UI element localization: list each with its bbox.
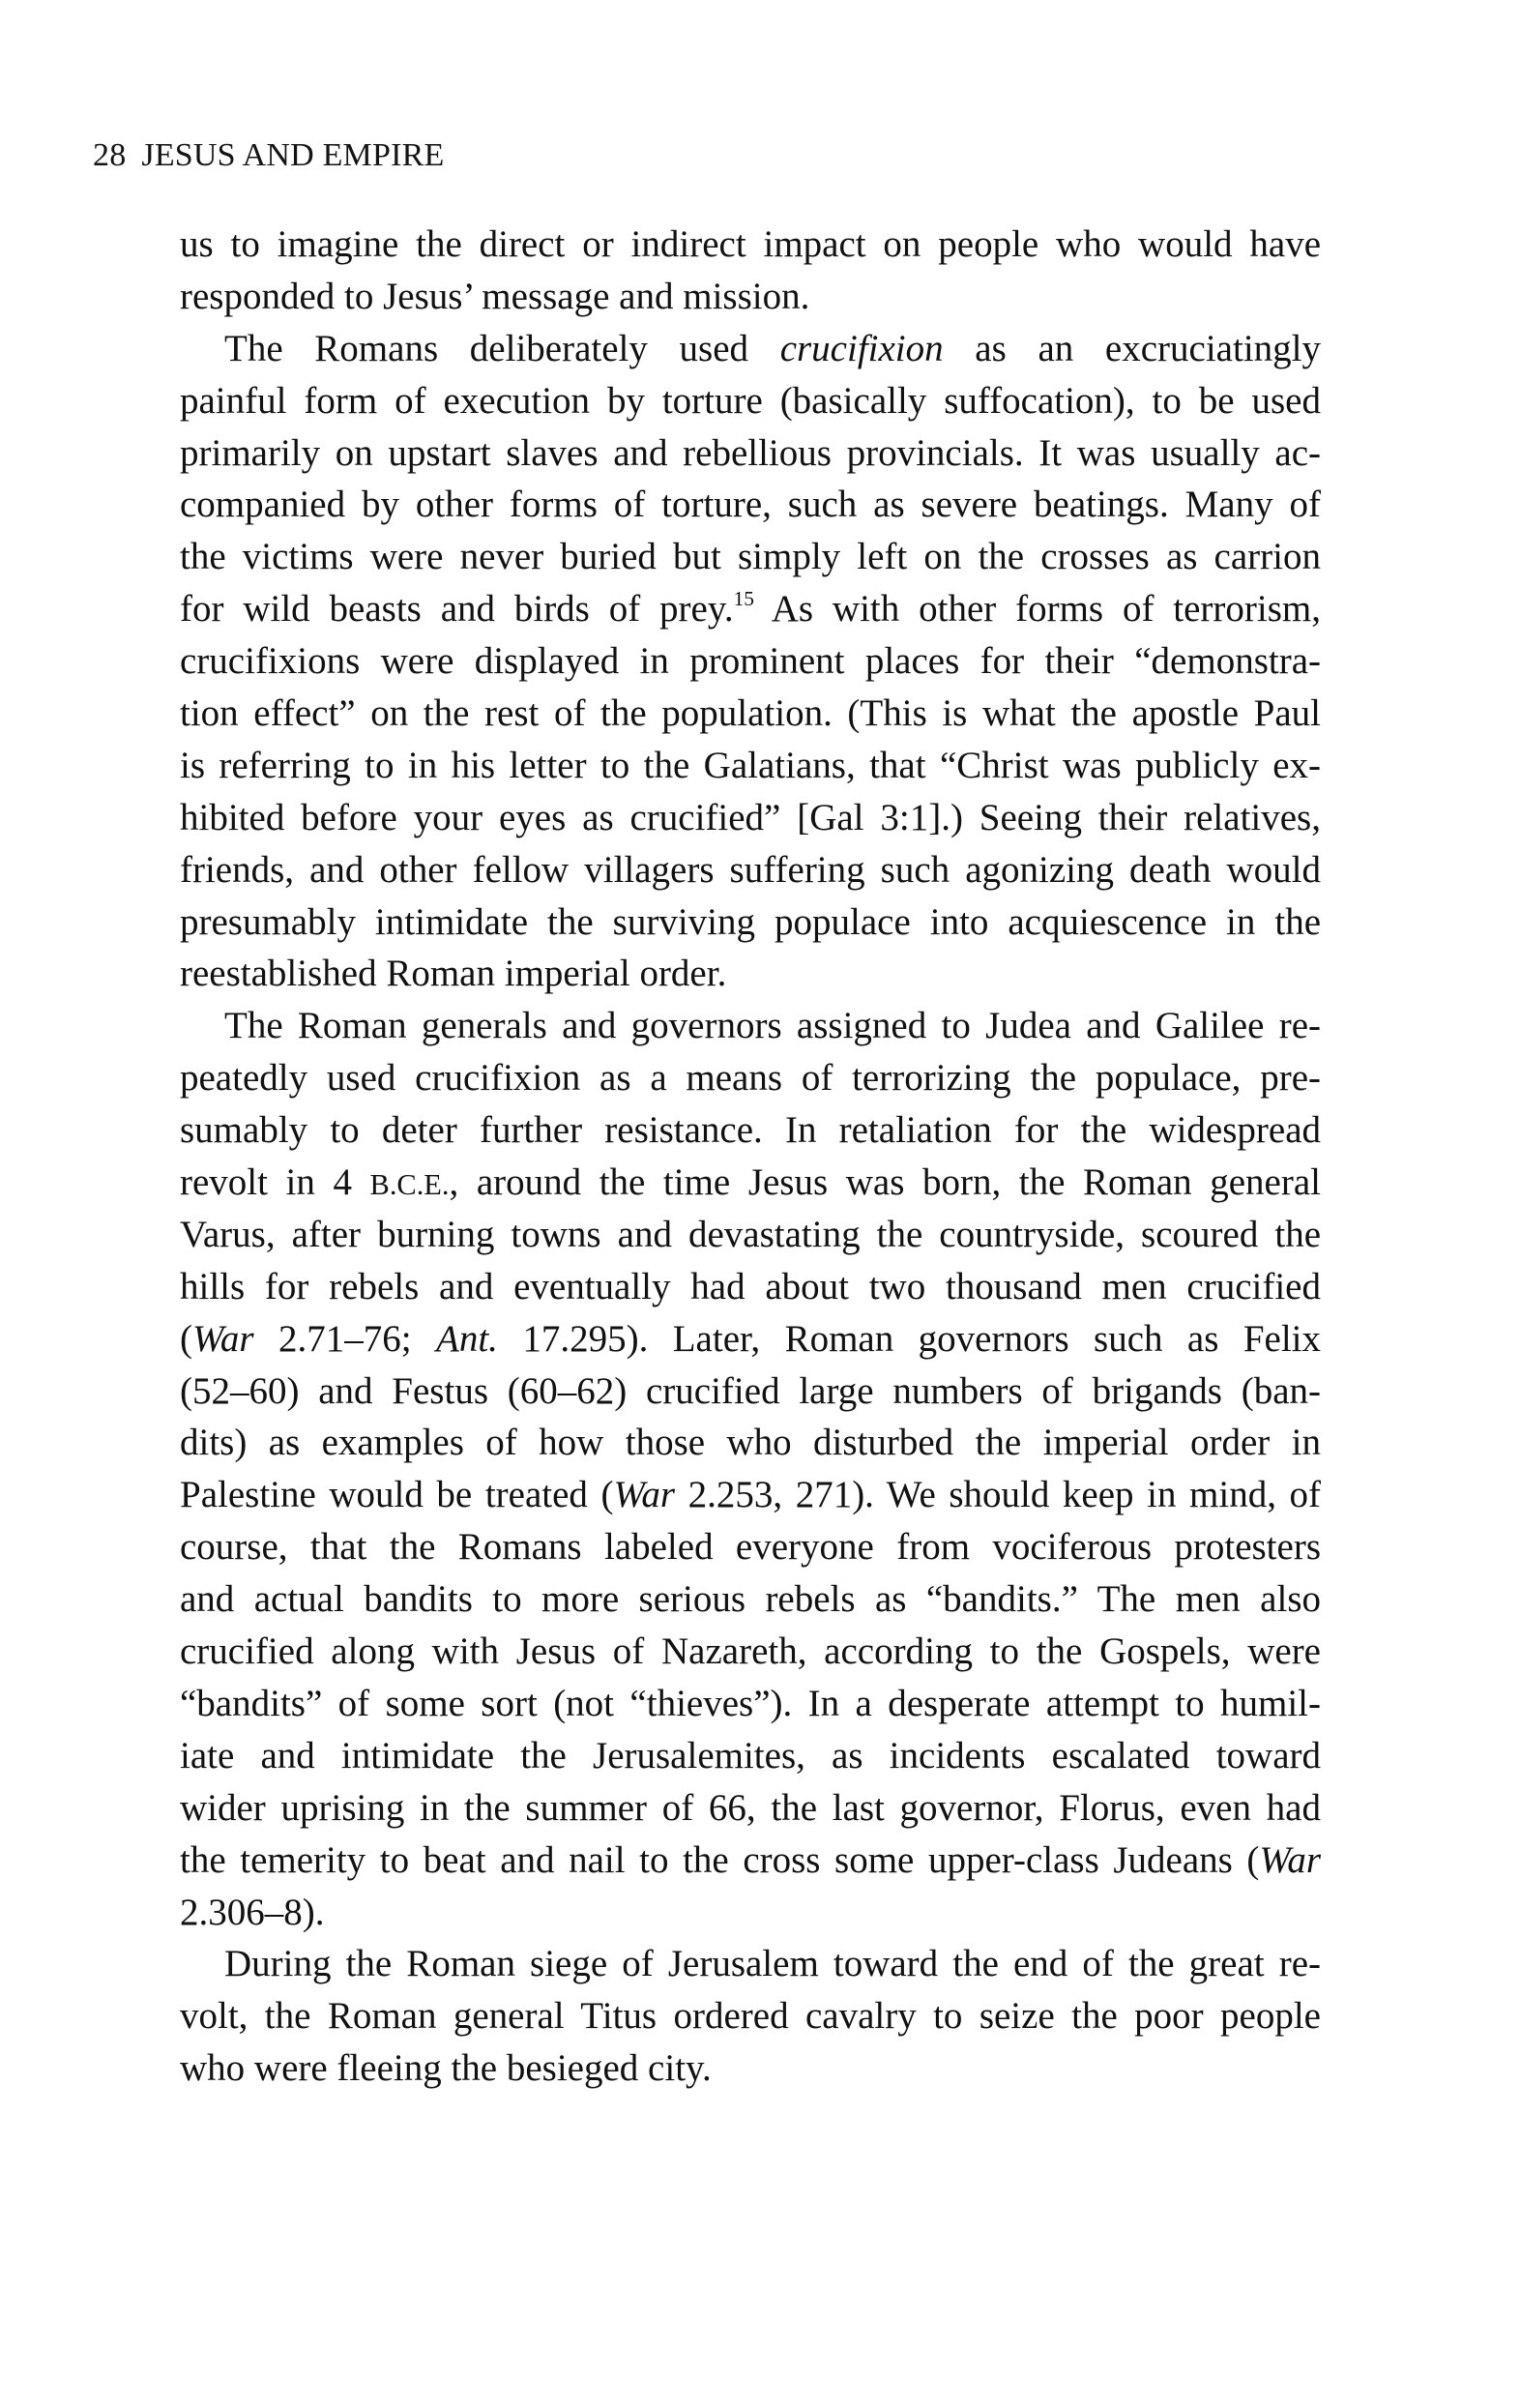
text-line: wider uprising in the summer of 66, the last governor, Florus, even had: [180, 1786, 1321, 1829]
paragraph: [180, 219, 1321, 323]
body-text: [180, 219, 1321, 2095]
text-line: presumably intimidate the surviving populace into acquiescence in the: [180, 900, 1321, 943]
text-line: is referring to in his letter to the Galatians, that “Christ was publicly ex-: [180, 744, 1321, 786]
text-line: crucified along with Jesus of Nazareth, according to the Gospels, were: [180, 1630, 1321, 1673]
running-title: JESUS AND EMPIRE: [141, 137, 445, 173]
text-line: iate and intimidate the Jerusalemites, as incidents escalated toward: [180, 1734, 1321, 1777]
text-line: tion effect” on the rest of the population. (This is what the apostle Paul: [180, 692, 1321, 735]
paragraph: [180, 1938, 1321, 2095]
text-line: 2.306–8).: [180, 1891, 325, 1933]
paragraph: [180, 1000, 1321, 1938]
text-line: friends, and other fellow villagers suffering such agonizing death would: [180, 848, 1321, 891]
text-line: dits) as examples of how those who disturbed the imperial order in: [180, 1422, 1321, 1464]
text-line: hills for rebels and eventually had about two thousand men crucified: [180, 1265, 1321, 1307]
text-line: (52–60) and Festus (60–62) crucified large numbers of brigands (ban-: [180, 1369, 1321, 1412]
text-line: “bandits” of some sort (not “thieves”). In a desperate attempt to humil-: [180, 1682, 1321, 1724]
text-line: The Romans deliberately used crucifixion as an excruciatingly: [224, 327, 1321, 369]
text-line: for wild beasts and birds of prey.$^{15}$ As with other forms of terrorism,: [180, 587, 1321, 631]
text-line: reestablished Roman imperial order.: [180, 953, 727, 995]
text-line: sumably to deter further resistance. In retaliation for the widespread: [180, 1109, 1321, 1152]
paragraph: [180, 323, 1321, 1001]
text-line: (War 2.71–76; Ant. 17.295). Later, Roman governors such as Felix: [180, 1317, 1321, 1360]
text-line: The Roman generals and governors assigned to Judea and Galilee re-: [224, 1005, 1321, 1047]
text-line: the victims were never buried but simply left on the crosses as carrion: [180, 536, 1321, 578]
text-line: companied by other forms of torture, such as severe beatings. Many of: [180, 484, 1321, 526]
text-line: crucifixions were displayed in prominent places for their “demonstra-: [180, 640, 1321, 683]
text-line: Palestine would be treated (War 2.253, 271). We should keep in mind, of: [180, 1474, 1321, 1516]
text-line: responded to Jesus’ message and mission.: [180, 275, 810, 317]
text-line: During the Roman siege of Jerusalem toward the end of the great re-: [224, 1943, 1321, 1985]
text-line: the temerity to beat and nail to the cross some upper-class Judeans (War: [180, 1838, 1321, 1881]
text-line: primarily on upstart slaves and rebellious provincials. It was usually ac-: [180, 431, 1321, 474]
page-number: 28: [93, 137, 127, 173]
text-line: revolt in 4 B.C.E., around the time Jesus was born, the Roman general: [180, 1161, 1321, 1204]
text-line: volt, the Roman general Titus ordered cavalry to seize the poor people: [180, 1995, 1321, 2038]
text-line: hibited before your eyes as crucified” [Gal 3:1].) Seeing their relatives,: [180, 796, 1321, 838]
text-line: peatedly used crucifixion as a means of terrorizing the populace, pre-: [180, 1057, 1321, 1100]
text-line: and actual bandits to more serious rebels as “bandits.” The men also: [180, 1578, 1321, 1621]
text-line: who were fleeing the besieged city.: [180, 2047, 712, 2090]
text-line: Varus, after burning towns and devastating the countryside, scoured the: [180, 1213, 1321, 1255]
text-line: painful form of execution by torture (basically suffocation), to be used: [180, 379, 1321, 422]
text-line: us to imagine the direct or indirect impact on people who would have: [180, 223, 1321, 265]
text-line: course, that the Romans labeled everyone from vociferous protesters: [180, 1526, 1321, 1569]
running-head: [93, 137, 444, 174]
